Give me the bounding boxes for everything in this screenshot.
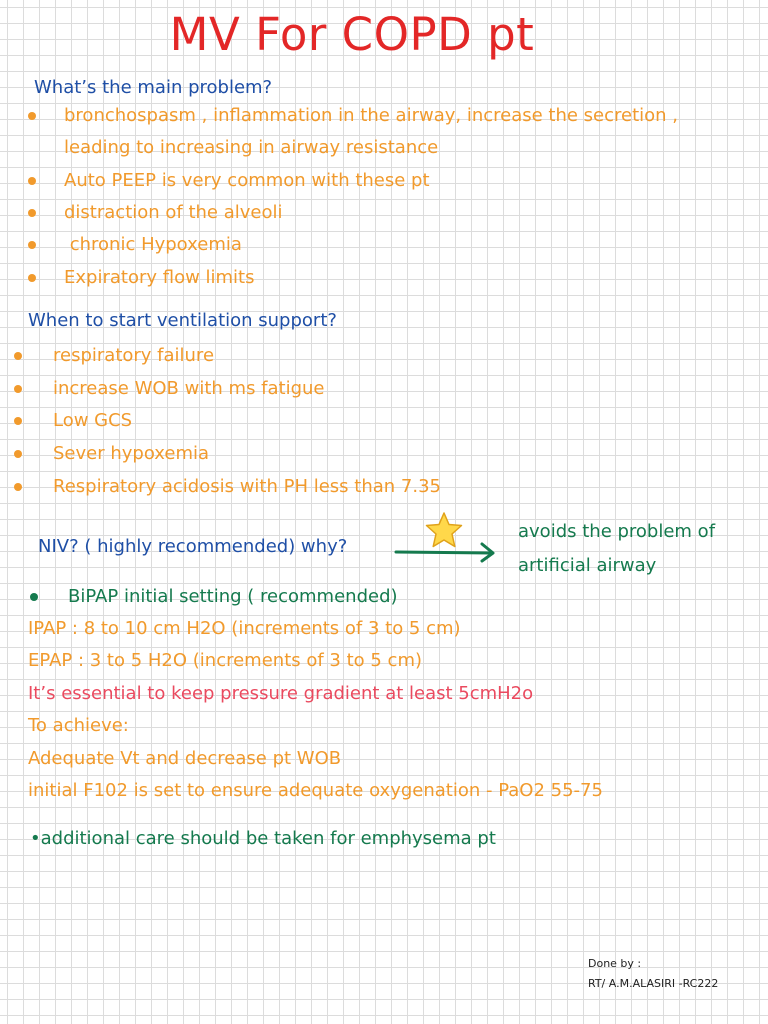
credit-author: RT/ A.M.ALASIRI -RC222 bbox=[588, 977, 719, 990]
vt-goal: Adequate Vt and decrease pt WOB bbox=[28, 748, 342, 769]
bullet-dot bbox=[28, 209, 36, 217]
list-item: Respiratory acidosis with PH less than 7.35 bbox=[53, 476, 441, 497]
niv-answer-line2: artificial airway bbox=[518, 555, 657, 576]
bullet-dot bbox=[14, 450, 22, 458]
ipap-setting: IPAP : 8 to 10 cm H2O (increments of 3 to 5 cm) bbox=[28, 618, 461, 639]
niv-question: NIV? ( highly recommended) why? bbox=[38, 536, 348, 557]
bullet-dot bbox=[28, 112, 36, 120]
list-item: Auto PEEP is very common with these pt bbox=[64, 170, 430, 191]
list-item: Low GCS bbox=[53, 410, 133, 431]
page-title: MV For COPD pt bbox=[169, 8, 535, 61]
list-item: respiratory failure bbox=[53, 345, 215, 366]
bullet-dot bbox=[30, 593, 38, 601]
list-item: distraction of the alveoli bbox=[64, 202, 283, 223]
list-item: Sever hypoxemia bbox=[53, 443, 210, 464]
bullet-dot bbox=[14, 385, 22, 393]
list-item: chronic Hypoxemia bbox=[64, 234, 242, 255]
section-heading-when-to-start: When to start ventilation support? bbox=[28, 310, 337, 331]
pressure-gradient-note: It’s essential to keep pressure gradient at least 5cmH2o bbox=[28, 683, 534, 704]
fio2-goal: initial F102 is set to ensure adequate oxygenation - PaO2 55-75 bbox=[28, 780, 603, 801]
section-heading-main-problem: What’s the main problem? bbox=[34, 77, 273, 98]
bipap-heading: BiPAP initial setting ( recommended) bbox=[68, 586, 398, 607]
emphysema-note: •additional care should be taken for emphysema pt bbox=[30, 828, 496, 849]
list-item: Expiratory flow limits bbox=[64, 267, 255, 288]
epap-setting: EPAP : 3 to 5 H2O (increments of 3 to 5 cm) bbox=[28, 650, 423, 671]
bullet-dot bbox=[14, 352, 22, 360]
bullet-dot bbox=[28, 177, 36, 185]
list-item: bronchospasm , inflammation in the airway, increase the secretion , bbox=[64, 105, 679, 126]
list-item: increase WOB with ms fatigue bbox=[53, 378, 325, 399]
bullet-dot bbox=[28, 274, 36, 282]
list-item-continuation: leading to increasing in airway resistance bbox=[64, 137, 439, 158]
bullet-dot bbox=[14, 417, 22, 425]
niv-answer-line1: avoids the problem of bbox=[518, 521, 716, 542]
bullet-dot bbox=[14, 483, 22, 491]
credit-done-by: Done by : bbox=[588, 957, 642, 970]
to-achieve-label: To achieve: bbox=[28, 715, 129, 736]
arrow-right-icon bbox=[394, 541, 498, 563]
bullet-dot bbox=[28, 241, 36, 249]
